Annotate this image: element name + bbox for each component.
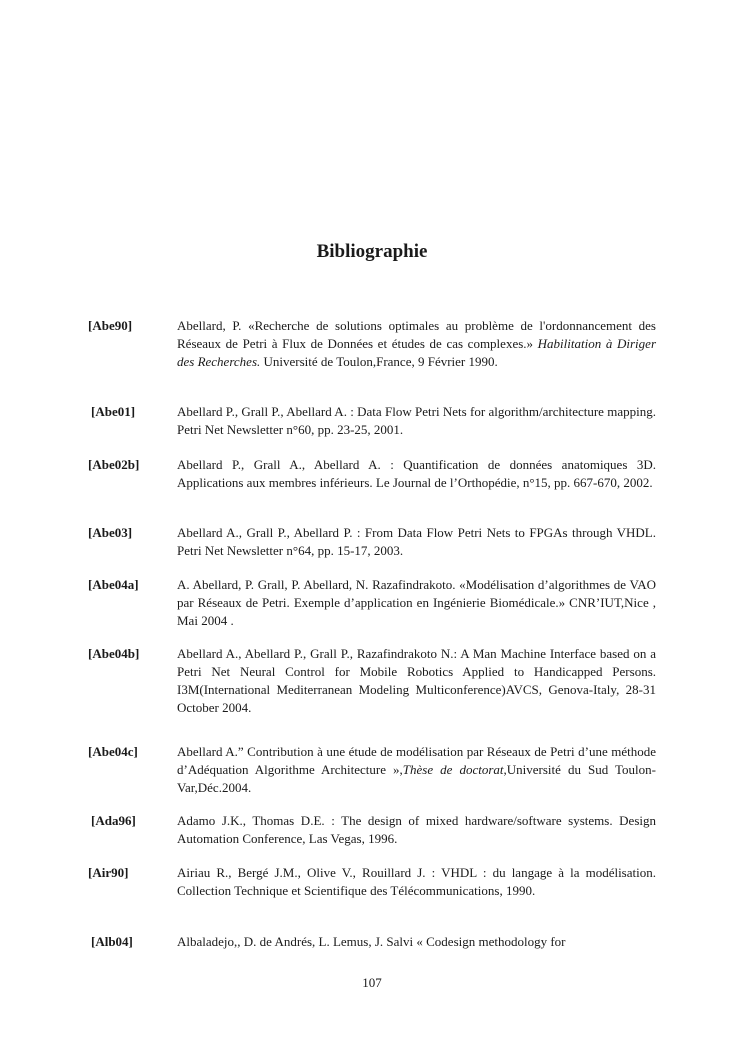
bib-key: [Abe04c] <box>88 744 138 759</box>
bib-text: Abellard A., Abellard P., Grall P., Razafindrakoto N.: A Man Machine Interface based on a Petri Net Neural Control for Mobile Robotics Applied to Handicapped Persons. I3M(International Mediterranean Modeling Multiconference)AVCS, Genova-Italy, 28-31 October 2004. <box>177 646 656 715</box>
bib-key: [Abe02b] <box>88 457 140 472</box>
bib-key: [Abe01] <box>91 404 136 419</box>
bib-text: A. Abellard, P. Grall, P. Abellard, N. Razafindrakoto. «Modélisation d’algorithmes de VAO par Réseaux de Petri. Exemple d’application en Ingénierie Biomédicale.» CNR’IUT,Nice , Mai 2004 . <box>177 577 656 628</box>
bib-text: Adamo J.K., Thomas D.E. : The design of mixed hardware/software systems. Design Automation Conference, Las Vegas, 1996. <box>177 813 656 846</box>
bib-text: Abellard, P. «Recherche de solutions optimales au problème de l'ordonnancement des Réseaux de Petri à Flux de Données et études de cas complexes.» Habilitation à Diriger des Recherches. Université de Toulon,France, 9 Février 1990. <box>177 318 657 369</box>
bib-entry <box>88 456 656 492</box>
bib-text: Albaladejo,, D. de Andrés, L. Lemus, J. Salvi « Codesign methodology for <box>177 934 566 949</box>
bib-entry <box>88 864 656 900</box>
bib-key: [Abe90] <box>88 318 133 333</box>
bib-text: Abellard P., Grall P., Abellard A. : Data Flow Petri Nets for algorithm/architecture mapping. Petri Net Newsletter n°60, pp. 23-25, 2001. <box>177 404 656 437</box>
bib-key: [Alb04] <box>91 934 133 949</box>
bib-entry <box>88 933 656 951</box>
bib-entry <box>88 403 656 439</box>
bib-entry <box>88 317 656 371</box>
bib-key: [Abe04b] <box>88 646 140 661</box>
bib-key: [Ada96] <box>91 813 136 828</box>
bib-text: Airiau R., Bergé J.M., Olive V., Rouillard J. : VHDL : du langage à la modélisation. Collection Technique et Scientifique des Télécommunications, 1990. <box>177 865 656 898</box>
bib-entry <box>88 743 656 797</box>
bib-key: [Abe04a] <box>88 577 139 592</box>
page-title: Bibliographie <box>316 241 428 262</box>
bib-text: Abellard A.” Contribution à une étude de modélisation par Réseaux de Petri d’une méthode d’Adéquation Algorithme Architecture »,Thèse de doctorat,Université du Sud Toulon-Var,Déc.2004. <box>177 744 656 795</box>
bib-text: Abellard P., Grall A., Abellard A. : Quantification de données anatomiques 3D. Applications aux membres inférieurs. Le Journal de l’Orthopédie, n°15, pp. 667-670, 2002. <box>177 457 656 490</box>
bib-entry <box>88 524 656 560</box>
bib-key: [Abe03] <box>88 525 133 540</box>
page-number: 107 <box>362 975 382 990</box>
bib-entry <box>88 576 656 630</box>
bib-key: [Air90] <box>88 865 129 880</box>
bib-entry <box>88 812 656 848</box>
bib-entry <box>88 645 656 717</box>
bib-text: Abellard A., Grall P., Abellard P. : From Data Flow Petri Nets to FPGAs through VHDL. Petri Net Newsletter n°64, pp. 15-17, 2003. <box>177 525 656 558</box>
